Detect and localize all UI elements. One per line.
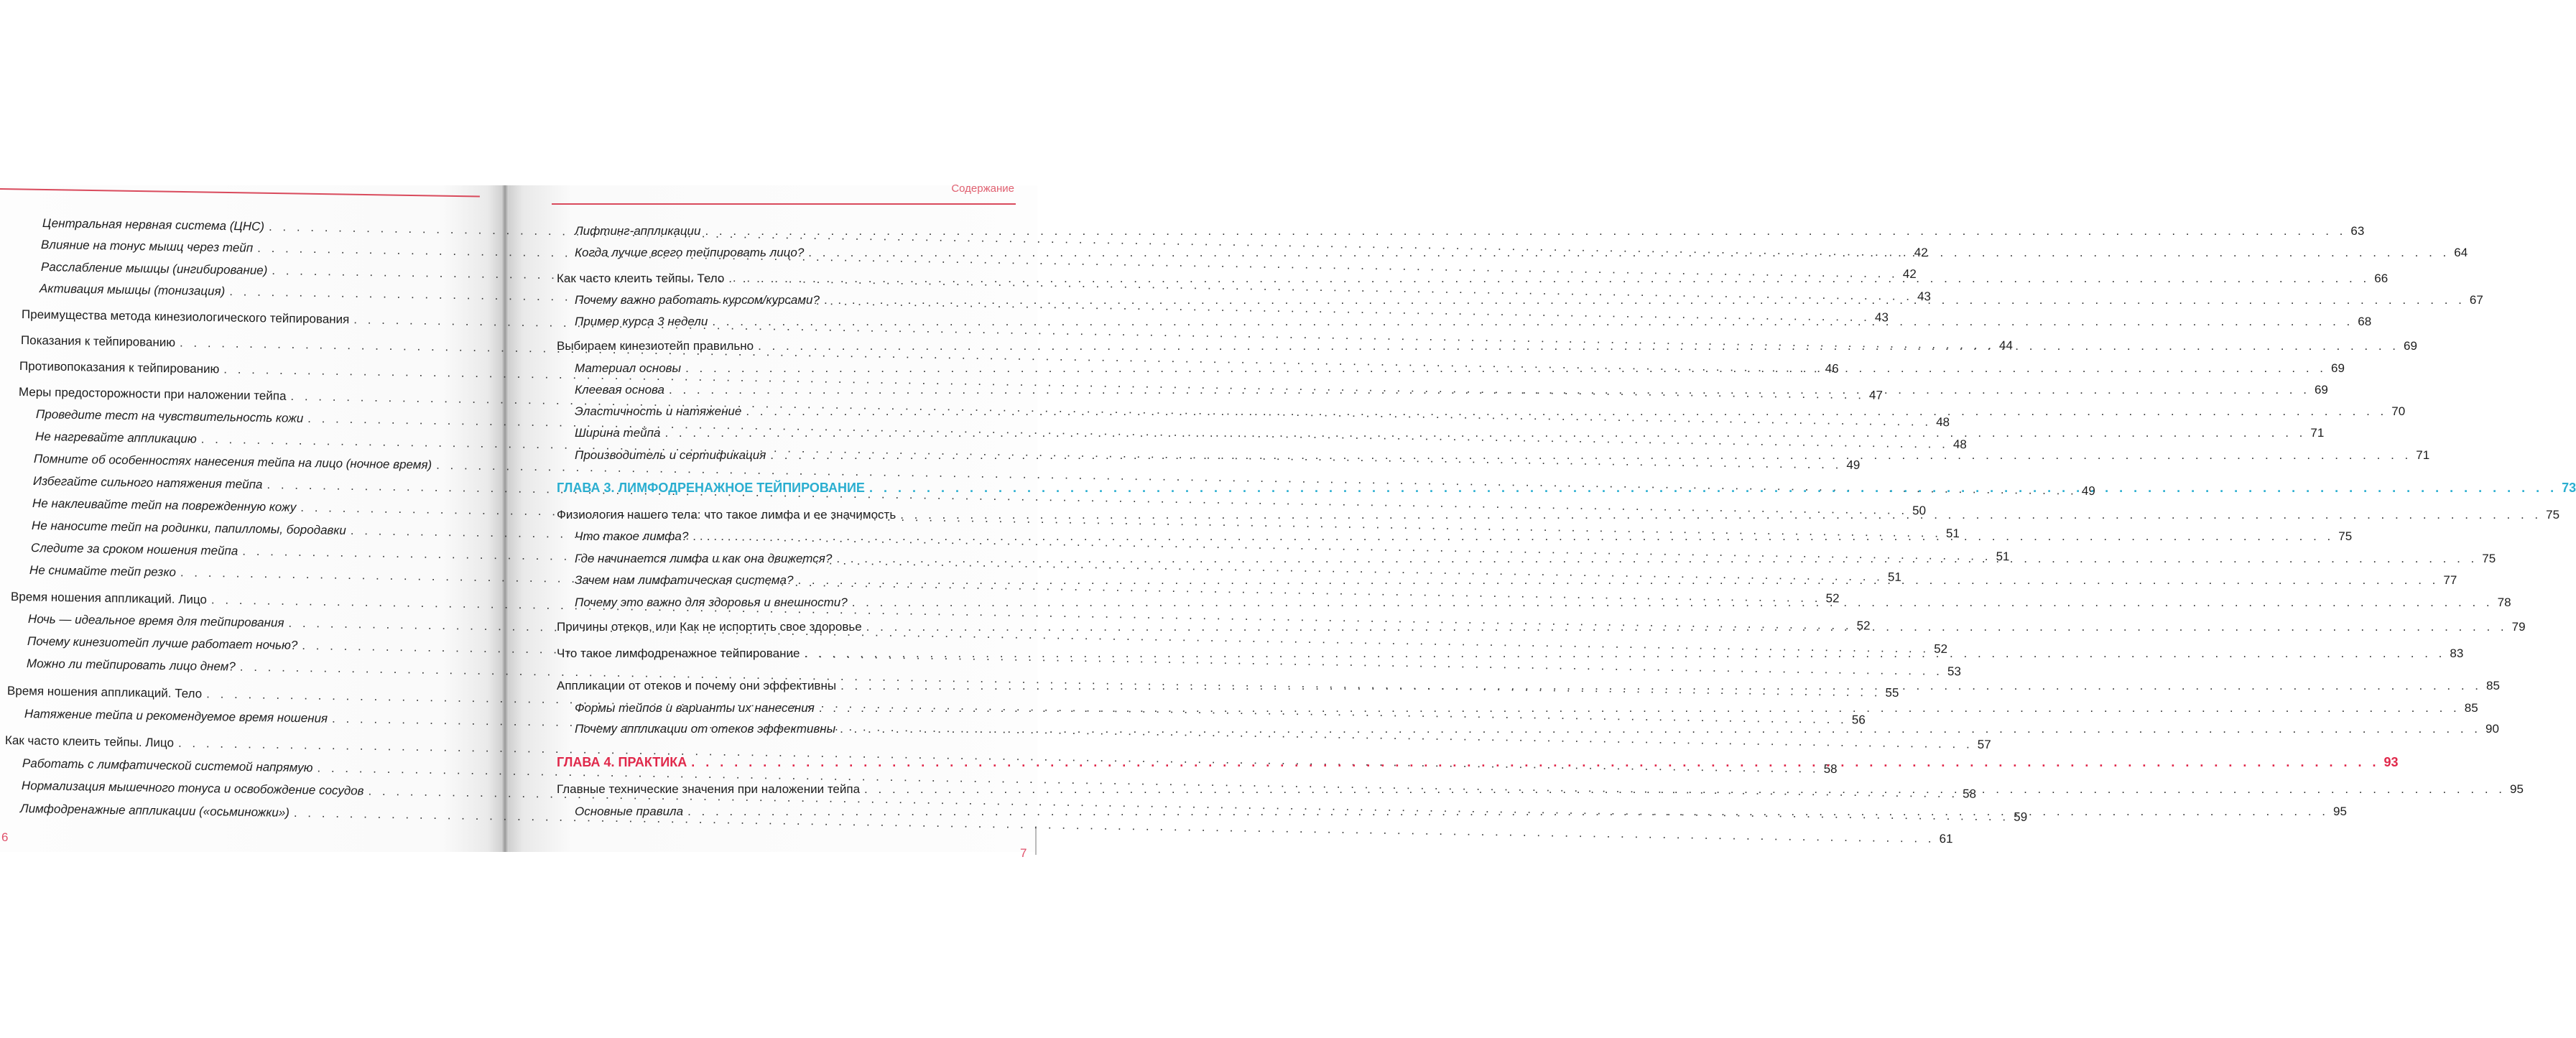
toc-entry-page: 51: [1945, 526, 1960, 541]
toc-dot-leader: [819, 701, 2460, 715]
toc-entry-page: 70: [2391, 404, 2406, 418]
toc-entry-page: 48: [1952, 437, 1967, 452]
toc-entry-title: Почему кинезиотейп лучше работает ночью?: [27, 634, 298, 652]
toc-entry-title: Активация мышцы (тонизация): [39, 282, 226, 299]
toc-entry-page: 57: [1977, 737, 1991, 752]
toc-entry: [575, 224, 2365, 238]
toc-entry-page: 42: [1914, 245, 1928, 260]
toc-entry-title: Не наклеивайте тейп на поврежденную кожу: [32, 496, 297, 514]
toc-entry-title: Почему важно работать курсом/курсами?: [575, 293, 820, 307]
toc-entry-title: Время ношения аппликаций. Лицо: [10, 590, 208, 607]
toc-entry-title: Меры предосторожности при наложении тейпа: [18, 385, 287, 403]
toc-dot-leader: [664, 426, 2306, 440]
toc-entry-title: Как часто клеить тейпы. Лицо: [4, 733, 175, 750]
toc-dot-leader: [712, 315, 2353, 329]
toc-entry-page: 58: [1962, 787, 1977, 801]
toc-entry-title: ГЛАВА 4. ПРАКТИКА: [557, 755, 687, 769]
toc-entry-page: 46: [1825, 361, 1839, 376]
toc-entry-title: Не снимайте тейп резко: [29, 563, 177, 580]
toc-entry-page: 53: [1947, 664, 1962, 679]
toc-entry-title: Причины отеков, или Как не испортить свое здоровье: [557, 620, 862, 634]
toc-entry-page: 63: [2350, 224, 2365, 238]
toc-entry-title: Где начинается лимфа и как она движется?: [575, 552, 833, 565]
toc-dot-leader: [687, 805, 2329, 819]
toc-entry-title: Лимфодренажные аппликации («осьминожки»): [19, 802, 290, 820]
toc-entry-title: Центральная нервная система (ЦНС): [42, 216, 265, 233]
toc-entry-page: 75: [2338, 529, 2353, 543]
toc-dot-leader: [900, 508, 2542, 522]
toc-entry-page: 71: [2416, 448, 2430, 462]
toc-entry-title: Лифтинг-аппликации: [575, 224, 701, 238]
toc-entry-title: Ночь — идеальное время для тейпирования: [27, 612, 284, 630]
toc-dot-leader: [692, 526, 2334, 544]
toc-dot-leader: [804, 647, 2445, 661]
toc-entry-title: Производитель и сертификация: [575, 448, 766, 462]
toc-entry-title: Формы тейпов и варианты их нанесения: [575, 701, 815, 715]
toc-entry: [575, 448, 2430, 463]
toc-entry-title: Физиология нашего тела: что такое лимфа и ее значимость: [557, 508, 896, 522]
toc-entry-page: 77: [2443, 573, 2457, 587]
toc-entry-title: Основные правила: [575, 805, 684, 818]
toc-entry-title: Можно ли тейпировать лицо днем?: [26, 657, 236, 674]
toc-dot-leader: [836, 549, 2478, 566]
toc-entry-page: 58: [1823, 761, 1838, 777]
toc-dot-leader: [808, 246, 2450, 260]
toc-entry-page: 48: [1936, 414, 1950, 430]
toc-entry-page: 68: [2358, 315, 2372, 328]
toc-dot-leader: [866, 620, 2508, 634]
toc-entry-title: Влияние на тонус мышц через тейп: [40, 238, 254, 255]
toc-entry-page: 52: [1856, 618, 1871, 633]
toc-entry-page: 85: [2486, 679, 2500, 692]
toc-dot-leader: [728, 272, 2370, 286]
toc-entry-title: Время ношения аппликаций. Тело: [6, 684, 203, 701]
toc-entry-page: 61: [1939, 831, 1953, 846]
toc-entry-page: 85: [2464, 701, 2478, 715]
toc-entry-title: Проведите тест на чувствительность кожи: [35, 407, 304, 425]
toc-entry-title: Не наносите тейп на родинки, папилломы, бородавки: [31, 519, 347, 537]
toc-dot-leader: [824, 293, 2465, 307]
toc-entry: [575, 722, 2499, 736]
toc-entry-title: Пример курса 3 недели: [575, 315, 708, 328]
toc-entry-page: 51: [1996, 549, 2010, 564]
toc-entry-title: Почему аппликации от отеков эффективны: [575, 722, 836, 736]
toc-entry-page: 52: [1934, 641, 1948, 656]
toc-entry-page: 83: [2450, 647, 2464, 660]
toc-entry-page: 51: [1887, 570, 1902, 584]
toc-dot-leader: [685, 361, 2327, 376]
left-page-number: 6: [1, 830, 9, 844]
toc-dot-leader: [705, 224, 2346, 238]
toc-entry-title: Ширина тейпа: [575, 426, 661, 440]
toc-entry-page: 78: [2497, 596, 2511, 609]
toc-dot-leader: [770, 448, 2411, 463]
toc-entry-page: 52: [1825, 591, 1840, 606]
toc-entry-title: Следите за сроком ношения тейпа: [30, 541, 238, 558]
toc-entry-page: 75: [2546, 508, 2560, 522]
toc-entry-title: Показания к тейпированию: [20, 333, 176, 350]
toc-entry: [575, 426, 2325, 440]
toc-dot-leader: [869, 481, 2557, 496]
toc-entry-page: 44: [1998, 338, 2014, 353]
toc-entry-page: 43: [1874, 310, 1889, 325]
toc-dot-leader: [758, 339, 2399, 353]
toc-entry-title: Что такое лимфодренажное тейпирование: [557, 647, 800, 660]
toc-entry-title: Работать с лимфатической системой напрямую: [22, 756, 313, 775]
toc-entry-page: 95: [2333, 805, 2347, 818]
toc-entry-title: Зачем нам лимфатическая система?: [575, 573, 794, 587]
toc-entry-title: Избегайте сильного натяжения тейпа: [32, 474, 263, 492]
toc-entry-title: Аппликации от отеков и почему они эффективны: [557, 679, 837, 692]
toc-entry-title: Натяжение тейпа и рекомендуемое время ношения: [24, 707, 328, 726]
toc-entry-title: Не нагревайте аппликацию: [34, 430, 197, 446]
toc-entry-page: 95: [2510, 782, 2524, 796]
toc-dot-leader: [797, 573, 2439, 588]
toc-entry-page: 73: [2562, 481, 2576, 495]
toc-entry-page: 90: [2485, 722, 2499, 736]
toc-entry: [575, 701, 2478, 715]
toc-entry-page: 47: [1868, 388, 1884, 402]
toc-dot-leader: [746, 404, 2387, 419]
toc-entry-title: Что такое лимфа?: [575, 529, 689, 543]
toc-entry-page: 49: [2081, 483, 2095, 499]
toc-entry-page: 75: [2482, 552, 2496, 565]
toc-entry-page: 43: [1917, 289, 1932, 304]
right-header-rule: [552, 203, 1016, 205]
toc-entry-title: Преимущества метода кинезиологического тейпирования: [21, 307, 350, 327]
toc-entry-page: 64: [2454, 246, 2468, 259]
toc-entry-page: 67: [2469, 293, 2483, 307]
toc-entry-page: 42: [1902, 267, 1917, 282]
toc-entry-title: Почему это важно для здоровья и внешности?: [575, 596, 848, 609]
toc-entry-page: 69: [2331, 361, 2345, 375]
toc-entry-page: 69: [2314, 383, 2328, 397]
toc-entry-title: Эластичность и натяжение: [575, 404, 742, 418]
toc-entry-title: Нормализация мышечного тонуса и освобождение сосудов: [21, 779, 364, 798]
toc-entry-title: Когда лучше всего тейпировать лицо?: [575, 246, 805, 259]
toc-entry-page: 79: [2511, 620, 2526, 634]
running-header: Содержание: [951, 182, 1014, 195]
toc-entry-title: Противопоказания к тейпированию: [19, 359, 220, 376]
toc-entry-title: Выбираем кинезиотейп правильно: [557, 339, 754, 353]
toc-dot-leader: [669, 383, 2310, 397]
toc-entry-title: Как часто клеить тейпы. Тело: [557, 272, 725, 285]
toc-entry-page: 93: [2383, 755, 2399, 769]
toc-entry-title: ГЛАВА 3. ЛИМФОДРЕНАЖНОЕ ТЕЙПИРОВАНИЕ: [557, 481, 865, 495]
toc-entry-title: Главные технические значения при наложении тейпа: [557, 782, 861, 796]
toc-entry: [575, 404, 2406, 419]
toc-entry-title: Материал основы: [575, 361, 682, 375]
toc-entry-page: 50: [1912, 504, 1927, 518]
toc-entry-title: Помните об особенностях нанесения тейпа на лицо (ночное время): [33, 452, 432, 472]
toc-entry-page: 49: [1846, 458, 1861, 472]
toc-dot-leader: [864, 782, 2506, 797]
toc-entry-title: Клеевая основа: [575, 383, 664, 397]
right-page-number: 7: [1020, 846, 1027, 860]
toc-entry-page: 56: [1851, 713, 1866, 727]
toc-dot-leader: [691, 755, 2379, 770]
toc-dot-leader: [840, 679, 2482, 693]
toc-entry-page: 71: [2310, 426, 2325, 440]
toc-entry-page: 55: [1885, 685, 1899, 700]
toc-entry-page: 69: [2404, 339, 2417, 353]
toc-entry-page: 59: [2014, 810, 2028, 824]
toc-entry-page: 66: [2374, 272, 2389, 285]
toc-entry-title: Расслабление мышцы (ингибирование): [40, 260, 268, 277]
toc-dot-leader: [852, 596, 2493, 610]
toc-dot-leader: [840, 722, 2481, 736]
